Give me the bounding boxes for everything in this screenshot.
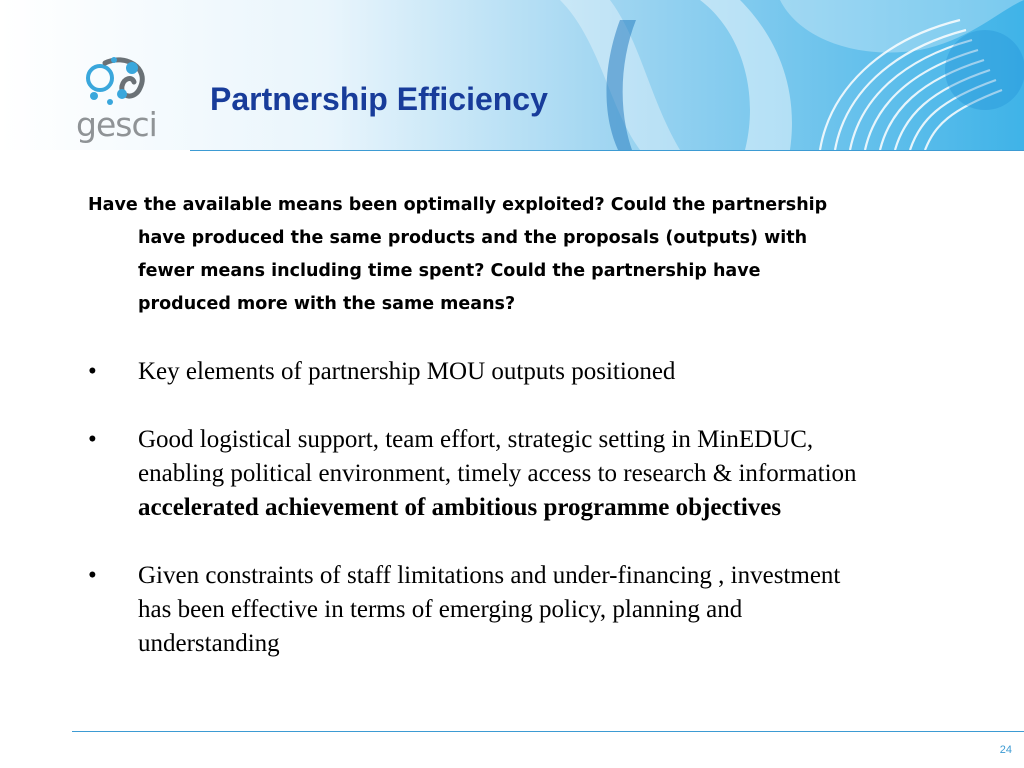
bullet-text: understanding <box>138 630 280 657</box>
bullet-text: has been effective in terms of emerging policy, planning and <box>138 596 743 623</box>
bullet-marker: • <box>88 358 97 385</box>
question-line: fewer means including time spent? Could the partnership have <box>138 261 761 281</box>
bullet-marker: • <box>88 562 97 589</box>
bullet-emphasis-text: accelerated achievement of ambitious programme objectives <box>138 494 782 521</box>
bullet-text: Key elements of partnership MOU outputs positioned <box>138 358 676 385</box>
bullet-item <box>88 423 988 525</box>
question-line: produced more with the same means? <box>138 294 516 314</box>
logo-wordmark: gesci <box>76 105 157 144</box>
bullet-text: Good logistical support, team effort, strategic setting in MinEDUC, <box>138 426 814 453</box>
bullet-list <box>88 355 988 695</box>
footer-divider <box>72 731 1024 732</box>
bullet-text: enabling political environment, timely access to research & information <box>138 460 857 487</box>
header-divider <box>190 150 1024 151</box>
question-line: Have the available means been optimally exploited? Could the partnership <box>88 195 828 215</box>
question-paragraph <box>88 189 968 321</box>
question-line: have produced the same products and the proposals (outputs) with <box>138 228 808 248</box>
bullet-item <box>88 355 988 389</box>
bullet-marker: • <box>88 426 97 453</box>
bullet-item <box>88 559 988 661</box>
page-number: 24 <box>999 744 1012 756</box>
slide-title: Partnership Efficiency <box>210 81 548 117</box>
bullet-text: Given constraints of staff limitations and under-financing , investment <box>138 562 841 589</box>
